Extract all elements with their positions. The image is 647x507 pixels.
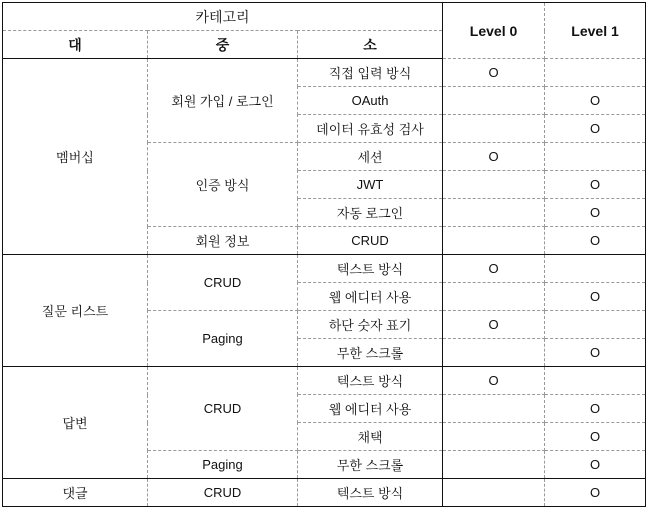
level0-mark	[443, 227, 545, 255]
table-body	[3, 59, 646, 507]
level0-mark: O	[443, 59, 545, 87]
middle-category-cell: 회원 정보	[148, 227, 298, 255]
minor-category-cell: 무한 스크롤	[298, 451, 443, 479]
middle-category-cell: Paging	[148, 311, 298, 367]
level0-mark	[443, 479, 545, 507]
middle-header: 중	[148, 31, 298, 59]
level1-mark: O	[545, 171, 646, 199]
middle-category-cell: Paging	[148, 451, 298, 479]
middle-category-cell: 회원 가입 / 로그인	[148, 59, 298, 143]
minor-category-cell: 하단 숫자 표기	[298, 311, 443, 339]
level1-mark: O	[545, 199, 646, 227]
minor-category-cell: 무한 스크롤	[298, 339, 443, 367]
minor-category-cell: 텍스트 방식	[298, 255, 443, 283]
major-category-cell: 멤버십	[3, 59, 148, 255]
middle-category-cell: CRUD	[148, 479, 298, 507]
minor-category-cell: OAuth	[298, 87, 443, 115]
level1-mark	[545, 367, 646, 395]
minor-category-cell: 채택	[298, 423, 443, 451]
level1-mark: O	[545, 395, 646, 423]
minor-category-cell: JWT	[298, 171, 443, 199]
level1-mark: O	[545, 479, 646, 507]
minor-category-cell: 데이터 유효성 검사	[298, 115, 443, 143]
level0-mark: O	[443, 255, 545, 283]
major-category-cell: 댓글	[3, 479, 148, 507]
minor-category-cell: 웹 에디터 사용	[298, 395, 443, 423]
level0-mark	[443, 171, 545, 199]
minor-header: 소	[298, 31, 443, 59]
major-category-cell: 답변	[3, 367, 148, 479]
minor-category-cell: 텍스트 방식	[298, 367, 443, 395]
table-row	[3, 59, 646, 87]
level0-mark	[443, 199, 545, 227]
major-category-cell: 질문 리스트	[3, 255, 148, 367]
level0-mark	[443, 339, 545, 367]
level0-mark: O	[443, 367, 545, 395]
minor-category-cell: 직접 입력 방식	[298, 59, 443, 87]
level0-mark	[443, 283, 545, 311]
minor-category-cell: CRUD	[298, 227, 443, 255]
level1-mark	[545, 143, 646, 171]
level0-mark: O	[443, 143, 545, 171]
minor-category-cell: 웹 에디터 사용	[298, 283, 443, 311]
level0-mark: O	[443, 311, 545, 339]
level1-header: Level 1	[545, 3, 646, 59]
minor-category-cell: 세션	[298, 143, 443, 171]
level0-header: Level 0	[443, 3, 545, 59]
level1-mark: O	[545, 423, 646, 451]
middle-category-cell: 인증 방식	[148, 143, 298, 227]
level0-mark	[443, 87, 545, 115]
level1-mark: O	[545, 451, 646, 479]
level1-mark: O	[545, 283, 646, 311]
category-header: 카테고리	[3, 3, 443, 31]
minor-category-cell: 자동 로그인	[298, 199, 443, 227]
table-row	[3, 479, 646, 507]
level1-mark	[545, 255, 646, 283]
level0-mark	[443, 451, 545, 479]
level1-mark: O	[545, 87, 646, 115]
level0-mark	[443, 395, 545, 423]
feature-level-table	[2, 2, 646, 507]
level1-mark: O	[545, 227, 646, 255]
level0-mark	[443, 423, 545, 451]
level1-mark: O	[545, 115, 646, 143]
minor-category-cell: 텍스트 방식	[298, 479, 443, 507]
middle-category-cell: CRUD	[148, 255, 298, 311]
level1-mark: O	[545, 339, 646, 367]
level1-mark	[545, 59, 646, 87]
level0-mark	[443, 115, 545, 143]
table-row	[3, 367, 646, 395]
major-header: 대	[3, 31, 148, 59]
level1-mark	[545, 311, 646, 339]
table-row	[3, 255, 646, 283]
middle-category-cell: CRUD	[148, 367, 298, 451]
